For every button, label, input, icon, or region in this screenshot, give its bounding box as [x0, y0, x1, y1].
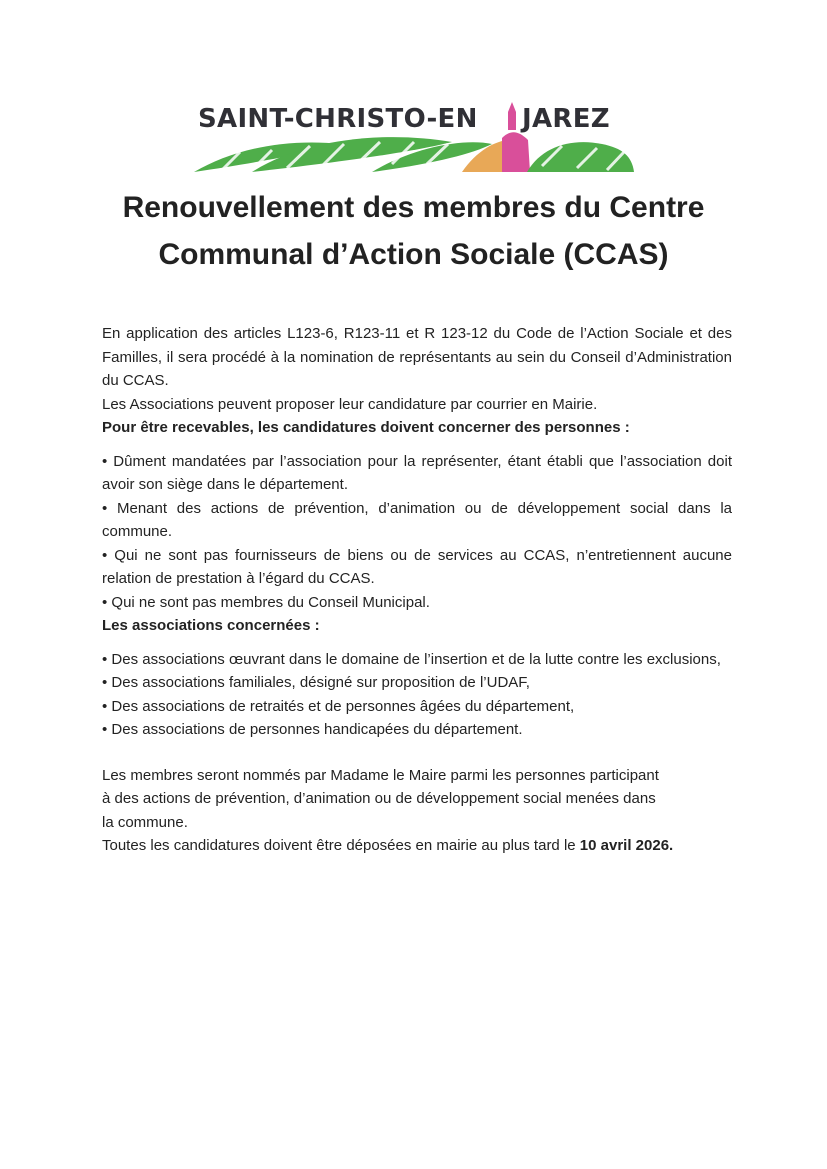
associations-list — [102, 648, 732, 742]
deadline-paragraph — [102, 834, 732, 858]
nomination-paragraph — [102, 764, 732, 835]
logo-text-right: JAREZ — [522, 104, 610, 134]
logo-steeple-icon — [508, 102, 516, 130]
document-body — [102, 322, 732, 858]
list-item: • Menant des actions de prévention, d’animation ou de développement social dans la commune. — [102, 499, 732, 540]
conditions-list — [102, 450, 732, 615]
deadline-date: 10 avril 2026. — [579, 837, 674, 854]
nomination-line-3: la commune. — [102, 813, 188, 831]
list-item: • Dûment mandatées par l’association pour la représenter, étant établi que l’association doit avoir son siège dans le département. — [102, 452, 732, 493]
deadline-text: Toutes les candidatures doivent être déposées en mairie au plus tard le — [102, 837, 580, 854]
logo-text-left: SAINT-CHRISTO-EN — [198, 104, 478, 134]
nomination-line-1: Les membres seront nommés par Madame le Maire parmi les personnes participant — [102, 766, 659, 784]
title-line-2: Communal d’Action Sociale (CCAS) — [158, 238, 669, 271]
list-item: • Des associations de retraités et de personnes âgées du département, — [102, 697, 575, 715]
list-item: • Qui ne sont pas membres du Conseil Municipal. — [102, 593, 430, 611]
nomination-line-2: à des actions de prévention, d’animation ou de développement social menées dans — [102, 790, 656, 807]
list-item: • Qui ne sont pas fournisseurs de biens ou de services au CCAS, n’entretiennent aucune relation de prestation à l’égard du CCAS. — [102, 546, 732, 587]
associations-heading: Les associations concernées : — [102, 617, 320, 634]
list-item: • Des associations de personnes handicapées du département. — [102, 721, 523, 738]
page-title — [60, 184, 767, 278]
intro-line-2: Les Associations peuvent proposer leur candidature par courrier en Mairie. — [102, 395, 598, 413]
title-line-1: Renouvellement des membres du Centre — [122, 191, 705, 224]
logo-hill-pink-icon — [502, 132, 530, 172]
intro-paragraph: En application des articles L123-6, R123-11 et R 123-12 du Code de l’Action Sociale et des Familles, il sera procédé à la nomination de représentants au sein du Conseil d’Administration du CCAS. — [102, 325, 732, 389]
conditions-heading: Pour être recevables, les candidatures doivent concerner des personnes : — [102, 419, 630, 436]
commune-logo — [192, 100, 637, 180]
list-item: • Des associations familiales, désigné sur proposition de l’UDAF, — [102, 674, 530, 691]
list-item: • Des associations œuvrant dans le domaine de l’insertion et de la lutte contre les exclusions, — [102, 650, 721, 668]
